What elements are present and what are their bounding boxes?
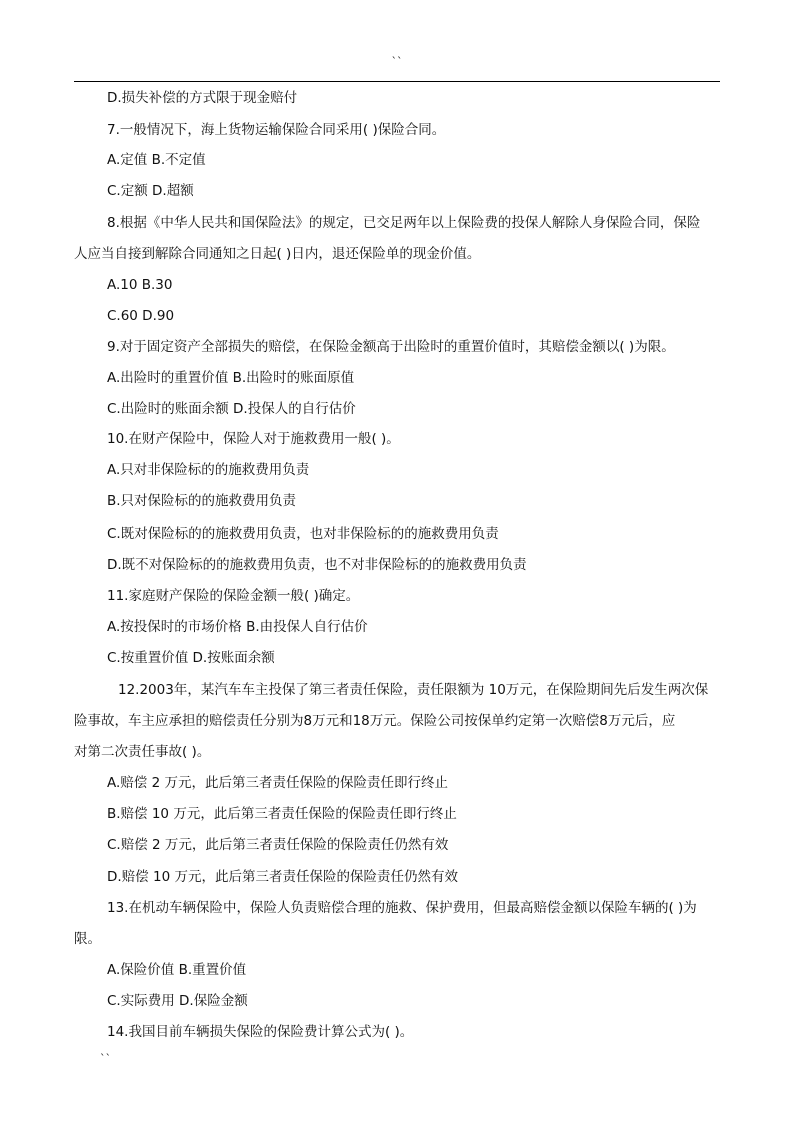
text-line: 限。 [74,931,101,947]
text-line: A.定值 B.不定值 [107,152,206,168]
header-divider [74,81,720,82]
page-footer-mark: `` [100,1052,111,1065]
text-line: C.60 D.90 [107,308,175,324]
text-line: 对第二次责任事故( )。 [74,744,211,760]
text-line: A.10 B.30 [107,277,173,293]
text-line: 险事故，车主应承担的赔偿责任分别为8万元和18万元。保险公司按保单约定第一次赔偿8万元后，应 [74,713,676,729]
text-line: 人应当自接到解除合同通知之日起( )日内，退还保险单的现金价值。 [74,246,481,262]
text-line: B.赔偿 10 万元，此后第三者责任保险的保险责任即行终止 [107,806,457,822]
text-line: C.按重置价值 D.按账面余额 [107,650,275,666]
text-line: 11.家庭财产保险的保险金额一般( )确定。 [107,588,360,604]
text-line: A.保险价值 B.重置价值 [107,962,247,978]
text-line: 9.对于固定资产全部损失的赔偿，在保险金额高于出险时的重置价值时，其赔偿金额以( )为限。 [107,339,675,355]
text-line: C.赔偿 2 万元，此后第三者责任保险的保险责任仍然有效 [107,837,449,853]
text-line: 8.根据《中华人民共和国保险法》的规定，已交足两年以上保险费的投保人解除人身保险合同，保险 [107,215,701,231]
text-line: C.实际费用 D.保险金额 [107,993,248,1009]
text-line: C.出险时的账面余额 D.投保人的自行估价 [107,401,356,417]
text-line: C.既对保险标的的施救费用负责，也对非保险标的的施救费用负责 [107,526,499,542]
text-line: A.按投保时的市场价格 B.由投保人自行估价 [107,619,368,635]
text-line: 12.2003年，某汽车车主投保了第三者责任保险，责任限额为 10万元，在保险期间先后发生两次保 [118,682,709,698]
text-line: 13.在机动车辆保险中，保险人负责赔偿合理的施救、保护费用，但最高赔偿金额以保险车辆的( )为 [107,900,697,916]
text-line: A.只对非保险标的的施救费用负责 [107,462,310,478]
text-line: D.损失补偿的方式限于现金赔付 [107,90,298,106]
text-line: A.赔偿 2 万元，此后第三者责任保险的保险责任即行终止 [107,775,448,791]
page-header-mark: `` [391,55,403,68]
text-line: 10.在财产保险中，保险人对于施救费用一般( )。 [107,431,400,447]
text-line: 14.我国目前车辆损失保险的保险费计算公式为( )。 [107,1024,414,1040]
text-line: 7.一般情况下，海上货物运输保险合同采用( )保险合同。 [107,122,446,138]
text-line: C.定额 D.超额 [107,183,194,199]
text-line: D.既不对保险标的的施救费用负责，也不对非保险标的的施救费用负责 [107,557,527,573]
text-line: A.出险时的重置价值 B.出险时的账面原值 [107,370,355,386]
text-line: D.赔偿 10 万元，此后第三者责任保险的保险责任仍然有效 [107,869,458,885]
text-line: B.只对保险标的的施救费用负责 [107,493,297,509]
